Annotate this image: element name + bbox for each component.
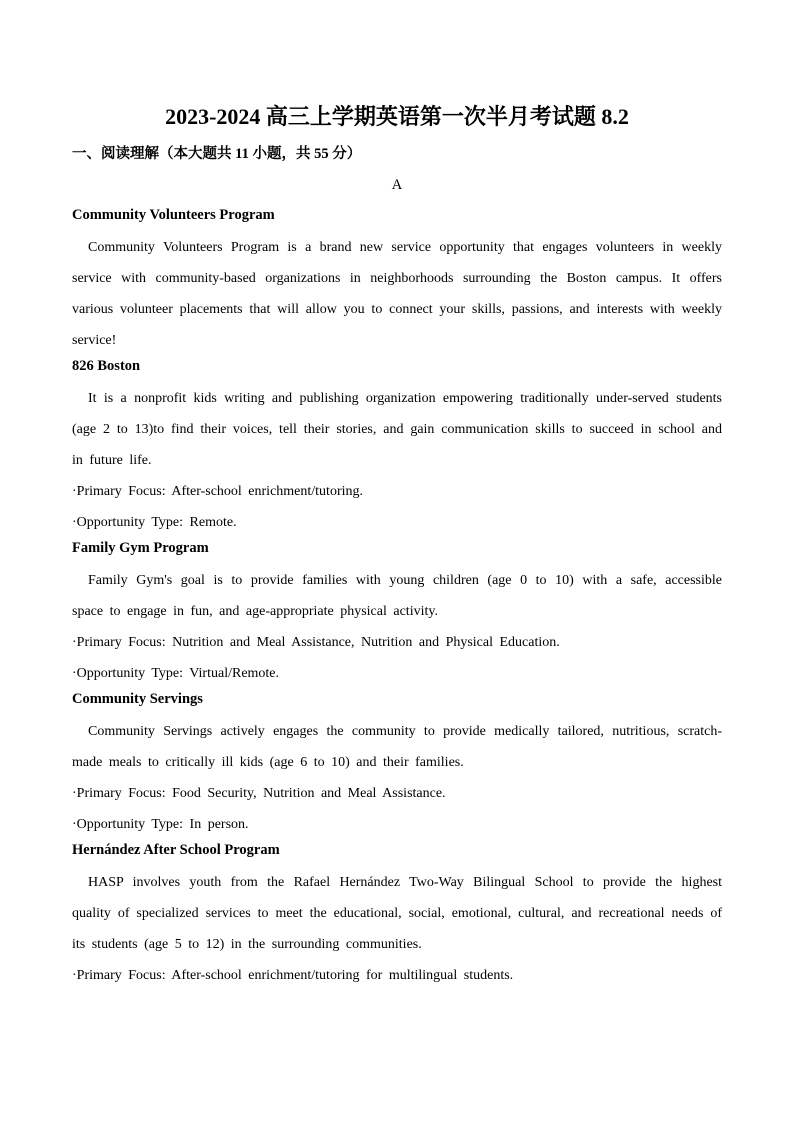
- program-community-servings: [72, 689, 722, 840]
- program-opportunity-type: ·Opportunity Type: Remote.: [72, 515, 237, 530]
- program-primary-focus: ·Primary Focus: After-school enrichment/tutoring for multilingual students.: [72, 968, 514, 983]
- program-opportunity-type: ·Opportunity Type: Virtual/Remote.: [72, 666, 280, 681]
- intro-block: [72, 205, 722, 360]
- program-description: HASP involves youth from the Rafael Hernández Two-Way Bilingual School to provide the highest quality of specialized services to meet the educational, social, emotional, cultural, and recreational needs of its students (age 5 to 12) in the surrounding communities.: [72, 875, 722, 952]
- program-name: Family Gym Program: [72, 540, 209, 556]
- program-primary-focus: ·Primary Focus: After-school enrichment/tutoring.: [72, 484, 363, 499]
- program-description: Community Servings actively engages the community to provide medically tailored, nutritious, scratch-made meals to critically ill kids (age 6 to 10) and their families.: [72, 724, 722, 770]
- intro-heading: Community Volunteers Program: [72, 207, 275, 223]
- program-primary-focus: ·Primary Focus: Nutrition and Meal Assistance, Nutrition and Physical Education.: [72, 635, 560, 650]
- program-description: It is a nonprofit kids writing and publishing organization empowering traditionally under-served students (age 2 to 13)to find their voices, tell their stories, and gain communication skills to succeed in school and in future life.: [72, 391, 722, 468]
- program-hernandez-after-school: [72, 840, 722, 991]
- passage-letter: A: [391, 177, 403, 193]
- program-826-boston: [72, 356, 722, 538]
- section-heading: 一、阅读理解（本大题共 11 小题，共 55 分）: [72, 146, 362, 162]
- program-opportunity-type: ·Opportunity Type: In person.: [72, 817, 249, 832]
- program-description: Family Gym's goal is to provide families with young children (age 0 to 10) with a safe, accessible space to engage in fun, and age-appropriate physical activity.: [72, 573, 722, 619]
- program-name: Hernández After School Program: [72, 842, 280, 858]
- program-name: 826 Boston: [72, 358, 141, 374]
- program-family-gym: [72, 538, 722, 689]
- passage-content: [72, 205, 722, 991]
- intro-paragraph: Community Volunteers Program is a brand new service opportunity that engages volunteers in weekly service with community-based organizations in neighborhoods surrounding the Boston campus. It offers various volunteer placements that will allow you to connect your skills, passions, and interests with weekly service!: [72, 240, 722, 348]
- program-primary-focus: ·Primary Focus: Food Security, Nutrition and Meal Assistance.: [72, 786, 446, 801]
- document-title: 2023-2024 高三上学期英语第一次半月考试题 8.2: [165, 104, 629, 129]
- program-name: Community Servings: [72, 691, 203, 707]
